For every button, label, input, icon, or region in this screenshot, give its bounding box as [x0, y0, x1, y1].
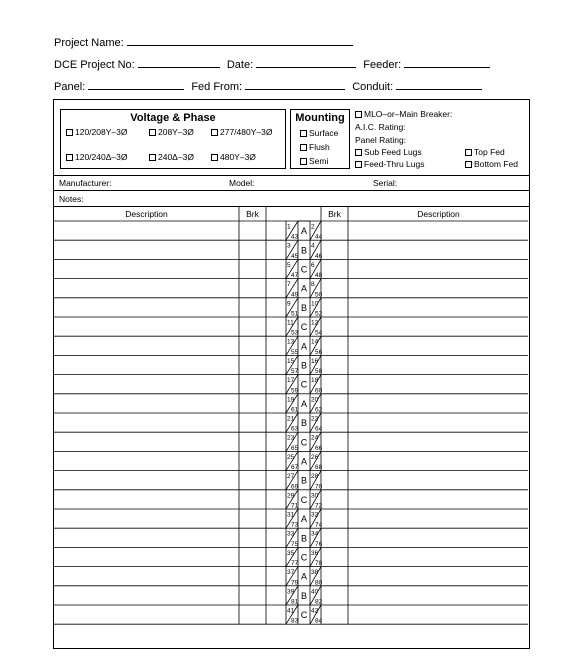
- option-semi[interactable]: Semi: [300, 156, 328, 166]
- right-description-header: Description: [417, 209, 460, 219]
- circuit-number: 55: [291, 348, 299, 356]
- circuit-number: 73: [291, 521, 299, 529]
- circuit-number: 84: [315, 617, 323, 625]
- bottom-fed[interactable]: Bottom Fed: [465, 159, 518, 169]
- circuit-number: 15: [287, 357, 295, 365]
- circuit-number: 7: [287, 281, 291, 289]
- circuit-number: 51: [291, 310, 299, 318]
- circuit-number: 22: [311, 415, 319, 423]
- circuit-number: 52: [315, 310, 323, 318]
- circuit-number: 3: [287, 242, 291, 250]
- sub-feed-lugs[interactable]: Sub Feed Lugs: [355, 147, 422, 157]
- circuit-number: 62: [315, 406, 323, 414]
- circuit-number: 39: [287, 588, 295, 596]
- phase-label: B: [300, 418, 308, 429]
- circuit-number: 2: [311, 223, 315, 231]
- circuit-number: 10: [311, 300, 319, 308]
- circuit-number: 56: [315, 348, 323, 356]
- circuit-number: 34: [311, 530, 319, 538]
- circuit-number: 82: [315, 598, 323, 606]
- left-description-header: Description: [125, 209, 168, 219]
- project-name-label: Project Name:: [54, 37, 124, 49]
- circuit-number: 26: [311, 453, 319, 461]
- circuit-number: 69: [291, 483, 299, 491]
- option-flush[interactable]: Flush: [300, 142, 330, 152]
- panel-schedule-sheet: [53, 99, 530, 649]
- circuit-number: 68: [315, 464, 323, 472]
- circuit-number: 60: [315, 387, 323, 395]
- phase-label: C: [300, 379, 308, 390]
- option-120-208y[interactable]: 120/208Y–3Ø: [66, 127, 127, 137]
- mlo-main-breaker[interactable]: MLO–or–Main Breaker:: [355, 109, 452, 119]
- circuit-number: 46: [315, 252, 323, 260]
- circuit-number: 28: [311, 473, 319, 481]
- circuit-number: 19: [287, 396, 295, 404]
- circuit-number: 6: [311, 261, 315, 269]
- circuit-number: 38: [311, 569, 319, 577]
- phase-label: A: [300, 456, 308, 467]
- circuit-number: 54: [315, 329, 323, 337]
- option-277-480y[interactable]: 277/480Y–3Ø: [211, 127, 272, 137]
- circuit-number: 36: [311, 549, 319, 557]
- circuit-number: 49: [291, 291, 299, 299]
- circuit-number: 77: [291, 560, 299, 568]
- top-fed[interactable]: Top Fed: [465, 147, 505, 157]
- left-brk-header: Brk: [246, 209, 259, 219]
- project-info-row: [54, 57, 490, 71]
- phase-label: A: [300, 341, 308, 352]
- fed-from-field[interactable]: [245, 79, 345, 90]
- circuit-number: 50: [315, 291, 323, 299]
- manufacturer-label: Manufacturer:: [59, 178, 112, 188]
- phase-label: B: [300, 302, 308, 313]
- conduit-label: Conduit:: [352, 81, 394, 93]
- model-label: Model:: [229, 178, 255, 188]
- panel-rating-label: Panel Rating:: [355, 135, 407, 145]
- circuit-number: 13: [287, 338, 295, 346]
- circuit-number: 74: [315, 521, 323, 529]
- circuit-number: 75: [291, 540, 299, 548]
- circuit-number: 47: [291, 272, 299, 280]
- phase-label: B: [300, 360, 308, 371]
- circuit-number: 20: [311, 396, 319, 404]
- circuit-number: 80: [315, 579, 323, 587]
- circuit-number: 16: [311, 357, 319, 365]
- circuit-number: 59: [291, 387, 299, 395]
- serial-label: Serial:: [373, 178, 398, 188]
- circuit-number: 8: [311, 281, 315, 289]
- circuit-number: 71: [291, 502, 299, 510]
- circuit-number: 44: [315, 233, 323, 241]
- circuit-number: 66: [315, 444, 323, 452]
- phase-label: A: [300, 398, 308, 409]
- phase-label: B: [300, 245, 308, 256]
- circuit-number: 70: [315, 483, 323, 491]
- phase-label: C: [300, 437, 308, 448]
- feeder-label: Feeder:: [363, 59, 402, 71]
- circuit-number: 65: [291, 444, 299, 452]
- circuit-number: 79: [291, 579, 299, 587]
- project-name-row: [54, 35, 353, 49]
- circuit-number: 14: [311, 338, 319, 346]
- circuit-number: 17: [287, 377, 295, 385]
- circuit-number: 67: [291, 464, 299, 472]
- fed-from-label: Fed From:: [191, 81, 243, 93]
- circuit-number: 43: [291, 233, 299, 241]
- circuit-number: 61: [291, 406, 299, 414]
- aic-rating-label: A.I.C. Rating:: [355, 122, 406, 132]
- notes-label: Notes:: [59, 194, 84, 204]
- project-name-field[interactable]: [127, 35, 353, 46]
- circuit-number: 45: [291, 252, 299, 260]
- phase-label: C: [300, 264, 308, 275]
- date-label: Date:: [226, 59, 254, 71]
- circuit-number: 30: [311, 492, 319, 500]
- phase-label: C: [300, 322, 308, 333]
- dce-project-field[interactable]: [138, 57, 220, 68]
- phase-label: A: [300, 226, 308, 237]
- date-field[interactable]: [256, 57, 356, 68]
- panel-info-row: [54, 79, 482, 93]
- circuit-number: 83: [291, 617, 299, 625]
- circuit-number: 24: [311, 434, 319, 442]
- dce-project-label: DCE Project No:: [54, 59, 135, 71]
- circuit-number: 37: [287, 569, 295, 577]
- circuit-number: 57: [291, 368, 299, 376]
- circuit-number: 40: [311, 588, 319, 596]
- circuit-number: 9: [287, 300, 291, 308]
- option-480y[interactable]: 480Y–3Ø: [211, 152, 256, 162]
- option-240d[interactable]: 240Δ–3Ø: [149, 152, 194, 162]
- feeder-field[interactable]: [404, 57, 490, 68]
- panel-field[interactable]: [88, 79, 184, 90]
- circuit-number: 12: [311, 319, 319, 327]
- circuit-number: 78: [315, 560, 323, 568]
- circuit-number: 64: [315, 425, 323, 433]
- circuit-number: 53: [291, 329, 299, 337]
- voltage-phase-title: Voltage & Phase: [130, 112, 216, 124]
- circuit-number: 42: [311, 607, 319, 615]
- option-120-240d[interactable]: 120/240Δ–3Ø: [66, 152, 127, 162]
- phase-label: C: [300, 494, 308, 505]
- phase-label: C: [300, 552, 308, 563]
- circuit-number: 32: [311, 511, 319, 519]
- phase-label: B: [300, 475, 308, 486]
- circuit-number: 5: [287, 261, 291, 269]
- option-surface[interactable]: Surface: [300, 128, 338, 138]
- circuit-number: 31: [287, 511, 295, 519]
- circuit-number: 18: [311, 377, 319, 385]
- feed-thru-lugs[interactable]: Feed-Thru Lugs: [355, 159, 424, 169]
- circuit-number: 23: [287, 434, 295, 442]
- conduit-field[interactable]: [396, 79, 482, 90]
- circuit-number: 48: [315, 272, 323, 280]
- circuit-number: 63: [291, 425, 299, 433]
- phase-label: C: [300, 610, 308, 621]
- phase-label: A: [300, 514, 308, 525]
- circuit-number: 35: [287, 549, 295, 557]
- phase-label: A: [300, 283, 308, 294]
- circuit-number: 27: [287, 473, 295, 481]
- phase-label: A: [300, 571, 308, 582]
- circuit-number: 33: [287, 530, 295, 538]
- circuit-number: 76: [315, 540, 323, 548]
- circuit-number: 41: [287, 607, 295, 615]
- circuit-number: 72: [315, 502, 323, 510]
- circuit-number: 4: [311, 242, 315, 250]
- circuit-number: 11: [287, 319, 294, 327]
- panel-label: Panel:: [54, 81, 86, 93]
- circuit-number: 25: [287, 453, 295, 461]
- circuit-number: 29: [287, 492, 295, 500]
- option-208y[interactable]: 208Y–3Ø: [149, 127, 194, 137]
- phase-label: B: [300, 533, 308, 544]
- circuit-number: 58: [315, 368, 323, 376]
- right-brk-header: Brk: [328, 209, 341, 219]
- mounting-title: Mounting: [295, 112, 345, 124]
- phase-label: B: [300, 590, 308, 601]
- circuit-number: 81: [291, 598, 299, 606]
- circuit-number: 1: [287, 223, 291, 231]
- circuit-grid: [54, 100, 529, 648]
- circuit-number: 21: [287, 415, 295, 423]
